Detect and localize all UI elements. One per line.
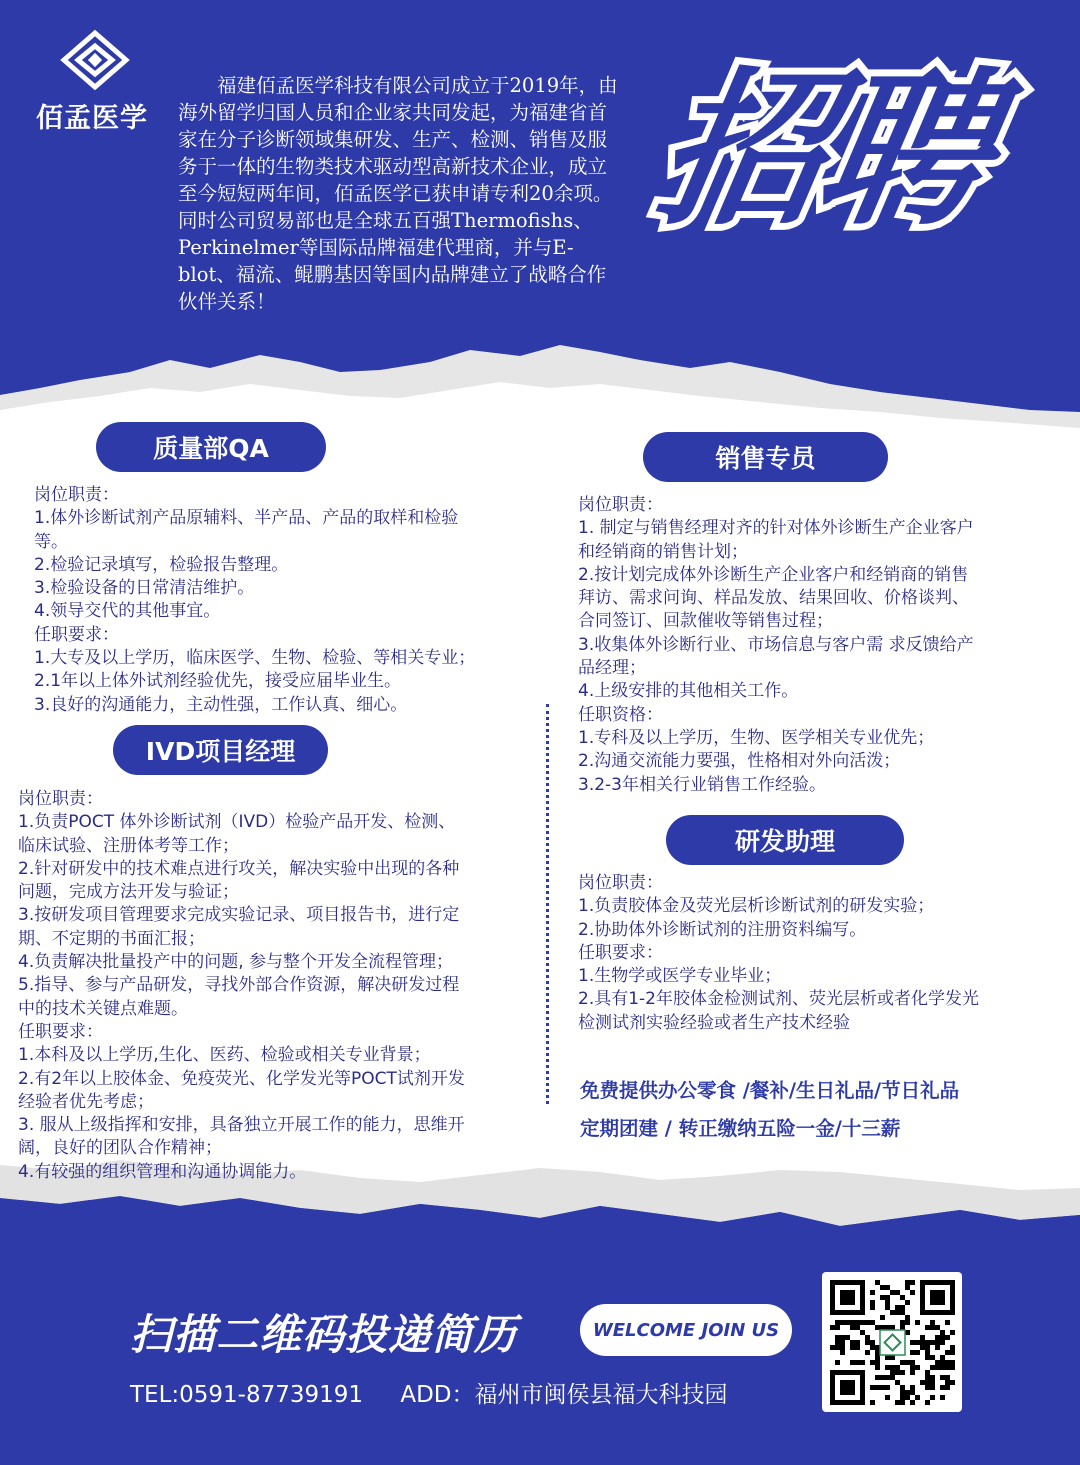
detail-line: 临床试验、注册体考等工作； bbox=[18, 835, 239, 856]
detail-line: 问题，完成方法开发与验证； bbox=[18, 882, 239, 903]
detail-line: 2.有2年以上胶体金、免疫荧光、化学发光等POCT试剂开发 bbox=[18, 1068, 465, 1089]
position-title-qa: 质量部QA bbox=[96, 422, 326, 472]
detail-line: 任职要求： bbox=[18, 1021, 103, 1042]
position-details-sales bbox=[578, 494, 1058, 797]
detail-line: 合同签订、回款催收等销售过程； bbox=[578, 611, 833, 632]
hero-title bbox=[642, 50, 1060, 260]
detail-line: 1.大专及以上学历，临床医学、生物、检验、等相关专业； bbox=[34, 648, 476, 669]
welcome-badge: WELCOME JOIN US bbox=[580, 1304, 792, 1356]
detail-line: 1.本科及以上学历,生化、医药、检验或相关专业背景； bbox=[18, 1045, 431, 1066]
position-title-rd: 研发助理 bbox=[666, 815, 904, 865]
detail-line: 岗位职责： bbox=[578, 495, 663, 515]
detail-line: 经验者优先考虑； bbox=[18, 1091, 154, 1112]
company-intro: 福建佰孟医学科技有限公司成立于2019年，由海外留学归国人员和企业家共同发起，为福建省首家在分子诊断领域集研发、生产、检测、销售及服务于一体的生物类技术驱动型高新技术企业，成立至今短短两年间，佰孟医学已获申请专利20余项。同时公司贸易部也是全球五百强Thermofishs、Perkinelmer等国际品牌福建代理商，并与E-blot、福流、鲲鹏基因等国内品牌建立了战略合作伙伴关系！ bbox=[178, 74, 618, 313]
detail-line: 岗位职责： bbox=[18, 789, 103, 809]
detail-line: 4.领导交代的其他事宜。 bbox=[34, 601, 221, 622]
detail-line: 2.具有1-2年胶体金检测试剂、荧光层析或者化学发光 bbox=[578, 989, 979, 1010]
detail-line: 3.2-3年相关行业销售工作经验。 bbox=[578, 774, 826, 795]
detail-line: 1.专科及以上学历，生物、医学相关专业优先； bbox=[578, 727, 935, 748]
detail-line: 2.协助体外诊断试剂的注册资料编写。 bbox=[578, 919, 867, 940]
detail-line: 阔，良好的团队合作精神； bbox=[18, 1138, 222, 1159]
detail-line: 1.负责POCT 体外诊断试剂（IVD）检验产品开发、检测、 bbox=[18, 812, 456, 833]
detail-line: 拜访、需求问询、样品发放、结果回收、价格谈判、 bbox=[578, 588, 969, 609]
benefits-line: 定期团建 / 转正缴纳五险一金/十三薪 bbox=[580, 1117, 901, 1140]
detail-line: 5.指导、参与产品研发，寻找外部合作资源，解决研发过程 bbox=[18, 975, 460, 996]
detail-line: 任职要求： bbox=[34, 624, 119, 645]
detail-line: 2.按计划完成体外诊断生产企业客户和经销商的销售 bbox=[578, 564, 969, 585]
address: ADD：福州市闽侯县福大科技园 bbox=[400, 1382, 728, 1408]
detail-line: 岗位职责： bbox=[578, 873, 663, 893]
detail-line: 中的技术关键点难题。 bbox=[18, 998, 188, 1019]
detail-line: 岗位职责： bbox=[34, 485, 119, 505]
detail-line: 3. 服从上级指挥和安排，具备独立开展工作的能力，思维开 bbox=[18, 1115, 465, 1136]
position-details-qa bbox=[34, 484, 534, 717]
detail-line: 期、不定期的书面汇报； bbox=[18, 928, 205, 949]
detail-line: 3.检验设备的日常清洁维护。 bbox=[34, 578, 255, 599]
detail-line: 1.体外诊断试剂产品原辅料、半产品、产品的取样和检验 bbox=[34, 508, 459, 529]
hero-title-text: 招聘 bbox=[642, 52, 1002, 248]
benefits bbox=[580, 1072, 1050, 1148]
detail-line: 3.良好的沟通能力，主动性强，工作认真、细心。 bbox=[34, 694, 408, 715]
position-details-ivd bbox=[18, 788, 538, 1184]
detail-line: 2.沟通交流能力要强，性格相对外向活泼； bbox=[578, 751, 901, 772]
detail-line: 4.负责解决批量投产中的问题, 参与整个开发全流程管理； bbox=[18, 952, 454, 973]
scan-qr-cta: 扫描二维码投递简历 bbox=[130, 1310, 518, 1359]
detail-line: 2.检验记录填写，检验报告整理。 bbox=[34, 554, 289, 575]
detail-line: 4.有较强的组织管理和沟通协调能力。 bbox=[18, 1161, 307, 1182]
column-divider bbox=[546, 704, 549, 1104]
detail-line: 2.1年以上体外试剂经验优先，接受应届毕业生。 bbox=[34, 671, 402, 692]
detail-line: 品经理； bbox=[578, 658, 646, 679]
detail-line: 1.负责胶体金及荧光层析诊断试剂的研发实验； bbox=[578, 896, 935, 917]
detail-line: 和经销商的销售计划； bbox=[578, 541, 748, 562]
qr-code[interactable] bbox=[822, 1272, 962, 1412]
phone-number: TEL:0591-87739191 bbox=[130, 1382, 364, 1408]
detail-line: 1. 制定与销售经理对齐的针对体外诊断生产企业客户 bbox=[578, 518, 974, 539]
detail-line: 任职资格： bbox=[578, 704, 663, 725]
position-details-rd bbox=[578, 872, 1058, 1035]
detail-line: 1.生物学或医学专业毕业； bbox=[578, 966, 782, 987]
company-logo-icon bbox=[60, 30, 130, 90]
position-title-ivd: IVD项目经理 bbox=[113, 725, 328, 775]
detail-line: 2.针对研发中的技术难点进行攻关，解决实验中出现的各种 bbox=[18, 858, 460, 879]
detail-line: 3.按研发项目管理要求完成实验记录、项目报告书，进行定 bbox=[18, 905, 460, 926]
company-name: 佰孟医学 bbox=[36, 103, 148, 134]
position-title-sales: 销售专员 bbox=[643, 432, 888, 482]
contact-info bbox=[130, 1376, 728, 1409]
detail-line: 3.收集体外诊断行业、市场信息与客户需 求反馈给产 bbox=[578, 634, 974, 655]
qr-code-icon bbox=[822, 1272, 962, 1412]
detail-line: 等。 bbox=[34, 531, 68, 552]
detail-line: 任职要求： bbox=[578, 942, 663, 963]
detail-line: 检测试剂实验经验或者生产技术经验 bbox=[578, 1012, 850, 1033]
detail-line: 4.上级安排的其他相关工作。 bbox=[578, 681, 799, 702]
benefits-line: 免费提供办公零食 /餐补/生日礼品/节日礼品 bbox=[580, 1079, 960, 1102]
